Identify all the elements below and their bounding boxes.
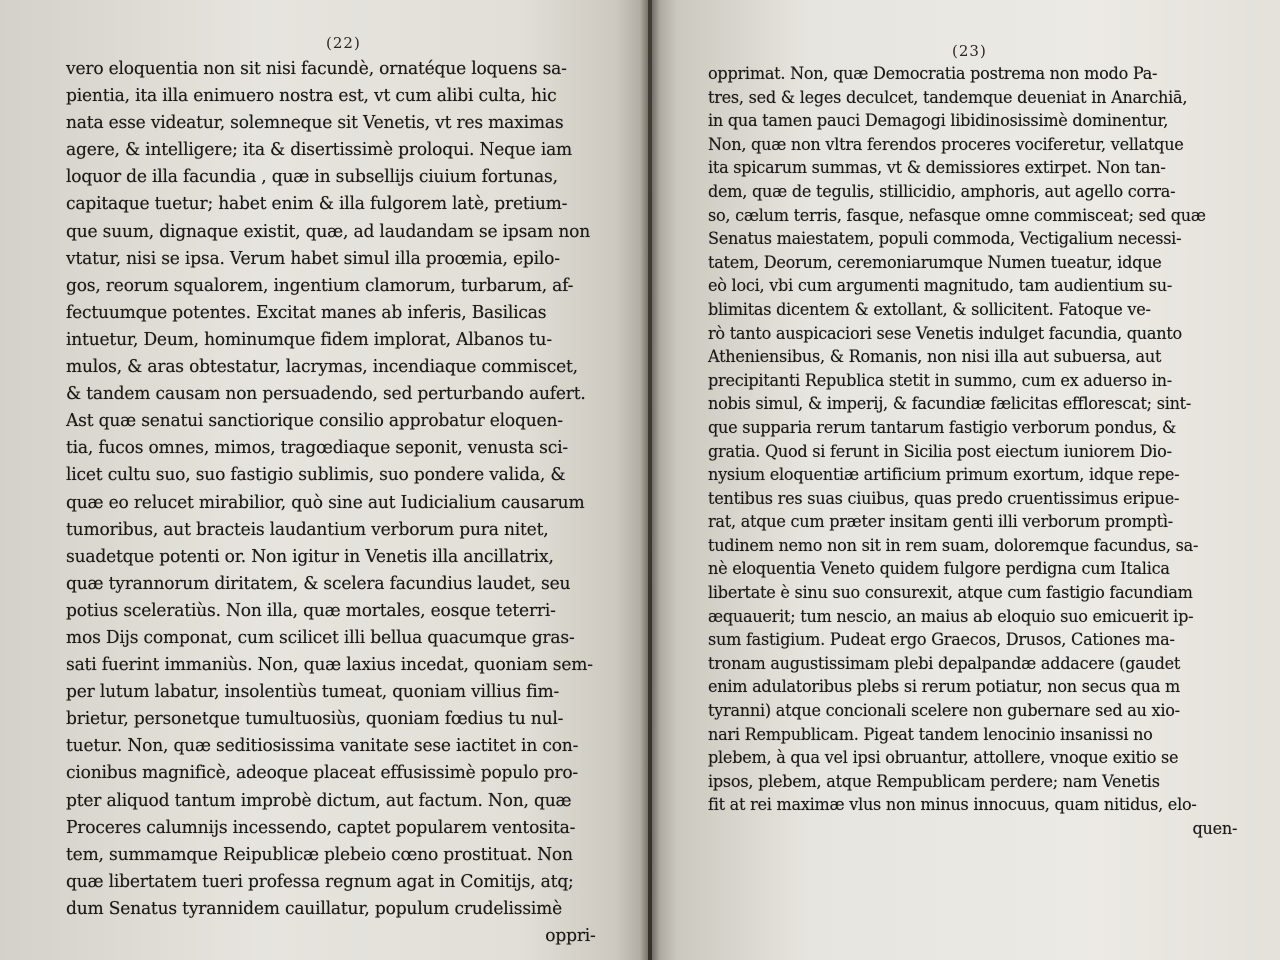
left-page-text-line: quæ libertatem tueri professa regnum agat in Comitijs, atq;: [66, 871, 574, 892]
left-page-text-line: nata esse videatur, solemneque sit Venetis, vt res maximas: [66, 113, 564, 134]
left-page-text-line: vtatur, nisi se ipsa. Verum habet simul illa proœmia, epilo-: [66, 248, 560, 269]
left-page-text-line: & tandem causam non persuadendo, sed perturbando aufert.: [66, 384, 586, 405]
left-page-text-line: suadetque potenti or. Non igitur in Venetis illa ancillatrix,: [66, 546, 554, 567]
right-page-text-line: nysium eloquentiæ artificium primum exortum, idque repe-: [708, 465, 1180, 485]
left-page-text-line: tumoribus, aut bracteis laudantium verborum pura nitet,: [66, 519, 549, 540]
right-page-catchword: quen-: [1192, 819, 1238, 838]
left-page-text-line: loquor de illa facundia , quæ in subsellijs ciuium fortunas,: [66, 167, 558, 188]
right-page-text-line: nobis simul, & imperij, & facundiæ fælicitas efflorescat; sint-: [708, 394, 1192, 414]
page-number-right: (23): [952, 42, 987, 60]
right-page-text-line: que supparia rerum tantarum fastigio verborum pondus, &: [708, 417, 1177, 437]
left-page-text-line: quæ eo relucet mirabilior, quò sine aut Iudicialium causarum: [66, 492, 585, 513]
left-page-text-line: dum Senatus tyrannidem cauillatur, populum crudelissimè: [66, 898, 563, 919]
left-page-text-line: licet cultu suo, suo fastigio sublimis, suo pondere valida, &: [66, 465, 566, 486]
left-page-text-line: Ast quæ senatui sanctiorique consilio approbatur eloquen-: [66, 411, 563, 432]
left-page-text-line: tia, fucos omnes, mimos, tragœdiaque seponit, venusta sci-: [66, 438, 568, 459]
left-page-text-line: per lutum labatur, insolentiùs tumeat, quoniam villius fim-: [66, 682, 560, 703]
right-page-text-line: ita spicarum summas, vt & demissiores extirpet. Non tan-: [708, 158, 1166, 178]
left-page-text-line: tuetur. Non, quæ seditiosissima vanitate sese iactitet in con-: [66, 736, 579, 757]
right-page-text-line: tres, sed & leges deculcet, tandemque deueniat in Anarchiā,: [708, 87, 1188, 107]
left-page-text-line: sati fuerint immaniùs. Non, quæ laxius incedat, quoniam sem-: [66, 655, 593, 676]
left-page-text-line: intuetur, Deum, hominumque fidem implorat, Albanos tu-: [66, 329, 552, 350]
left-page-text-line: Proceres calumnijs incessendo, captet popularem ventosita-: [66, 817, 576, 838]
right-page-text-line: nari Rempublicam. Pigeat tandem lenocinio insanissi no: [708, 724, 1153, 744]
right-page-text-line: tentibus res suas ciuibus, quas predo cruentissimus eripue-: [708, 488, 1180, 508]
left-page-text-line: pientia, ita illa enimuero nostra est, vt cum alibi culta, hic: [66, 86, 557, 107]
right-page-text-line: eò loci, vbi cum argumenti magnitudo, tam audientium su-: [708, 276, 1173, 296]
right-page-text-line: Atheniensibus, & Romanis, non nisi illa aut subuersa, aut: [708, 347, 1162, 367]
right-page-text-line: enim adulatoribus plebs si rerum potiatur, non secus qua m: [708, 677, 1181, 697]
left-page-text-line: capitaque tuetur; habet enim & illa fulgorem latè, pretium-: [66, 194, 568, 215]
left-page-text-line: pter aliquod tantum improbè dictum, aut factum. Non, quæ: [66, 790, 572, 811]
left-page-catchword: oppri-: [545, 926, 596, 946]
left-page-text-line: que suum, dignaque existit, quæ, ad laudandam se ipsam non: [66, 221, 591, 242]
right-page-text-line: gratia. Quod si ferunt in Sicilia post eiectum iuniorem Dio-: [708, 441, 1172, 461]
right-page-text-line: tudinem nemo non sit in rem suam, doloremque facundus, sa-: [708, 535, 1199, 555]
left-page-text-line: cionibus magnificè, adeoque placeat effusissimè populo pro-: [66, 763, 579, 784]
right-page-text-line: tyranni) atque concionali scelere non gubernare sed au xio-: [708, 701, 1180, 721]
right-page-text-line: in qua tamen pauci Demagogi libidinosissimè dominentur,: [708, 111, 1169, 131]
left-page-text-line: fectuumque potentes. Excitat manes ab inferis, Basilicas: [66, 302, 547, 323]
page-number-left: (22): [326, 34, 361, 52]
right-page-text-line: libertate è sinu suo consurexit, atque cum fastigio facundiam: [708, 583, 1193, 603]
right-page-text-line: ipsos, plebem, atque Rempublicam perdere; nam Venetis: [708, 771, 1160, 791]
left-page-text: [66, 56, 626, 950]
right-page-text-line: tatem, Deorum, ceremoniarumque Numen tueatur, idque: [708, 252, 1162, 272]
right-page-text-line: nè eloquentia Veneto quidem fulgore perdigna cum Italica: [708, 559, 1170, 579]
right-page-text: [708, 62, 1248, 841]
right-page-text-line: plebem, à qua vel ipsi obruantur, attollere, vnoque exitio se: [708, 748, 1179, 768]
left-page-text-line: agere, & intelligere; ita & disertissimè proloqui. Neque iam: [66, 140, 573, 161]
left-page-text-line: quæ tyrannorum diritatem, & scelera facundius laudet, seu: [66, 573, 571, 594]
left-page-text-line: mos Dijs componat, cum scilicet illi bellua quacumque gras-: [66, 627, 575, 648]
left-page-text-line: brietur, personetque tumultuosiùs, quoniam fœdius tu nul-: [66, 709, 564, 730]
right-page-text-line: rat, atque cum præter insitam genti illi verborum promptì-: [708, 512, 1173, 532]
right-page-text-line: Non, quæ non vltra ferendos proceres vociferetur, vellatque: [708, 134, 1184, 154]
left-page-text-line: tem, summamque Reipublicæ plebeio cœno prostituat. Non: [66, 844, 573, 865]
right-page-text-line: blimitas dicentem & extollant, & sollicitent. Fatoque ve-: [708, 299, 1151, 319]
right-page-text-line: precipitanti Republica stetit in summo, cum ex aduerso in-: [708, 370, 1172, 390]
right-page-text-line: sum fastigium. Pudeat ergo Graecos, Drusos, Cationes ma-: [708, 630, 1175, 650]
left-page-text-line: mulos, & aras obtestatur, lacrymas, incendiaque commiscet,: [66, 357, 578, 378]
right-page-text-line: rò tanto auspicaciori sese Venetis indulget facundia, quanto: [708, 323, 1182, 343]
book-gutter: [640, 0, 660, 960]
left-page-text-line: vero eloquentia non sit nisi facundè, ornatéque loquens sa-: [66, 59, 567, 79]
right-page-text-line: opprimat. Non, quæ Democratia postrema non modo Pa-: [708, 64, 1158, 83]
right-page-text-line: æquauerit; tum nescio, an maius ab eloquio suo emicuerit ip-: [708, 606, 1194, 626]
left-page-text-line: potius sceleratiùs. Non illa, quæ mortales, eosque teterri-: [66, 600, 556, 621]
right-page: [652, 0, 1280, 960]
right-page-text-line: dem, quæ de tegulis, stillicidio, amphoris, aut agello corra-: [708, 181, 1176, 201]
right-page-text-line: tronam augustissimam plebi depalpandæ addacere (gaudet: [708, 653, 1181, 673]
right-page-text-line: Senatus maiestatem, populi commoda, Vectigalium necessi-: [708, 229, 1182, 249]
right-page-text-line: fit at rei maximæ vlus non minus innocuus, quam nitidus, elo-: [708, 795, 1197, 815]
right-page-text-line: so, cælum terris, fasque, nefasque omne commisceat; sed quæ: [708, 205, 1206, 225]
left-page-text-line: gos, reorum squalorem, ingentium clamorum, turbarum, af-: [66, 275, 574, 296]
